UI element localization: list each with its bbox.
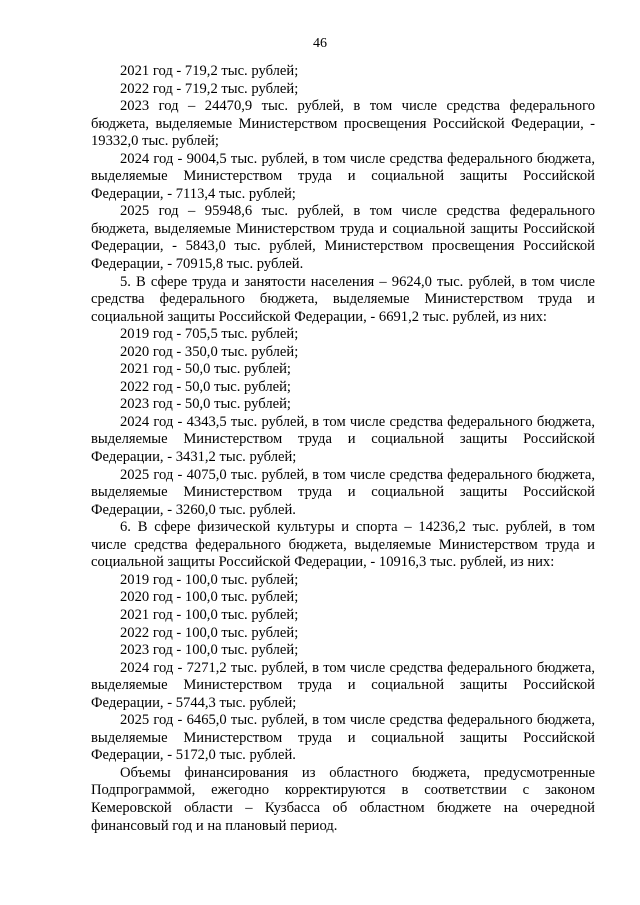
sport-year-2022: 2022 год - 100,0 тыс. рублей;	[120, 624, 299, 641]
labor-year-2019: 2019 год - 705,5 тыс. рублей;	[120, 326, 299, 343]
labor-year-2022: 2022 год - 50,0 тыс. рублей;	[120, 378, 291, 395]
labor-year-2020: 2020 год - 350,0 тыс. рублей;	[120, 343, 299, 360]
funding-year-2022: 2022 год - 719,2 тыс. рублей;	[120, 80, 299, 97]
labor-year-2024: 2024 год - 4343,5 тыс. рублей, в том числе средства федерального бюджета, выделяемые Министерством труда и социальной защиты Российской Федерации, - 3431,2 тыс. рублей;	[91, 413, 595, 466]
section-6-sport: 6. В сфере физической культуры и спорта – 14236,2 тыс. рублей, в том числе средства федерального бюджета, выделяемые Министерством труда и социальной защиты Российской Федерации, - 10916,3 тыс. рублей, из них:	[91, 519, 595, 571]
labor-year-2025: 2025 год - 4075,0 тыс. рублей, в том числе средства федерального бюджета, выделяемые Министерством труда и социальной защиты Российской Федерации, - 3260,0 тыс. рублей.	[91, 466, 595, 518]
page-number: 46	[313, 36, 327, 51]
funding-year-2021: 2021 год - 719,2 тыс. рублей;	[120, 63, 299, 79]
funding-year-2025: 2025 год – 95948,6 тыс. рублей, в том числе средства федерального бюджета, выделяемые Министерством труда и социальной защиты Российской Федерации, - 5843,0 тыс. рублей, Министерством просвещения Российской Федерации, - 70915,8 тыс. рублей.	[91, 203, 595, 273]
sport-year-2020: 2020 год - 100,0 тыс. рублей;	[120, 589, 299, 606]
sport-year-2024: 2024 год - 7271,2 тыс. рублей, в том числе средства федерального бюджета, выделяемые Министерством труда и социальной защиты Российской Федерации, - 5744,3 тыс. рублей;	[91, 659, 595, 711]
sport-year-2021: 2021 год - 100,0 тыс. рублей;	[120, 606, 299, 623]
document-body	[91, 63, 595, 835]
section-5-labor-employment: 5. В сфере труда и занятости населения – 9624,0 тыс. рублей, в том числе средства федерального бюджета, выделяемые Министерством труда и социальной защиты Российской Федерации, - 6691,2 тыс. рублей, из них:	[91, 273, 595, 325]
regional-budget-note: Объемы финансирования из областного бюджета, предусмотренные Подпрограммой, ежегодно корректируются в соответствии с законом Кемеровской области – Кузбасса об областном бюджете на очередной финансовый год и на плановый период.	[91, 764, 595, 834]
funding-year-2023: 2023 год – 24470,9 тыс. рублей, в том числе средства федерального бюджета, выделяемые Министерством просвещения Российской Федерации, - 19332,0 тыс. рублей;	[91, 98, 595, 150]
funding-year-2024: 2024 год - 9004,5 тыс. рублей, в том числе средства федерального бюджета, выделяемые Министерством труда и социальной защиты Российской Федерации, - 7113,4 тыс. рублей;	[91, 150, 595, 202]
sport-year-2025: 2025 год - 6465,0 тыс. рублей, в том числе средства федерального бюджета, выделяемые Министерством труда и социальной защиты Российской Федерации, - 5172,0 тыс. рублей.	[91, 712, 595, 764]
labor-year-2023: 2023 год - 50,0 тыс. рублей;	[120, 396, 291, 413]
labor-year-2021: 2021 год - 50,0 тыс. рублей;	[120, 361, 291, 378]
sport-year-2023: 2023 год - 100,0 тыс. рублей;	[120, 642, 299, 659]
sport-year-2019: 2019 год - 100,0 тыс. рублей;	[120, 571, 299, 588]
